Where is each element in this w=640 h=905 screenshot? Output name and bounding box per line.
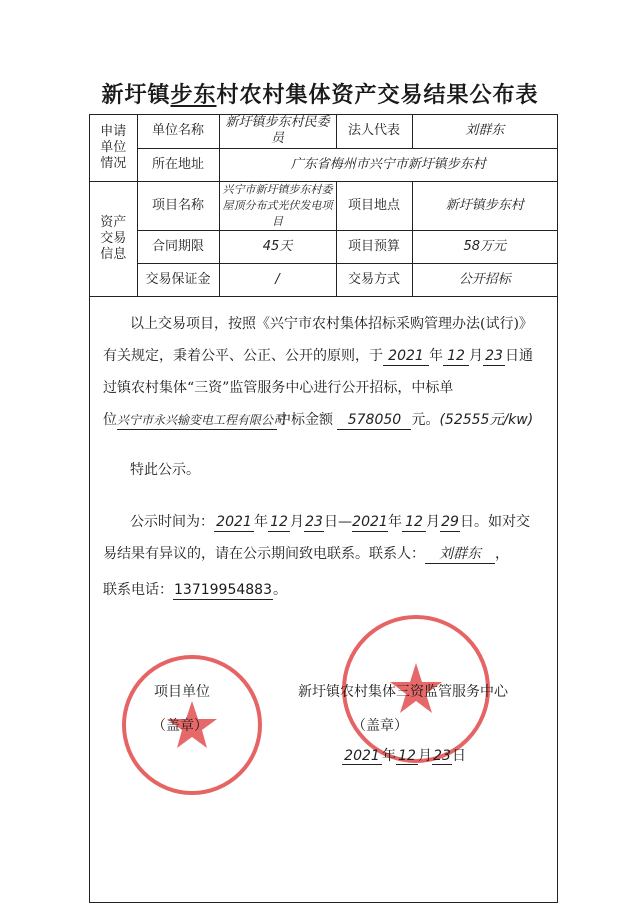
sign-date: 2021 年 12 月23日 xyxy=(342,745,466,765)
title-village: 步东 xyxy=(170,83,217,108)
period-line: 公示时间为： 2021 年 12 月23日—2021年 12 月29日。如对交 xyxy=(130,514,530,530)
legal-rep-value: 刘群东 xyxy=(412,115,557,148)
project-location-value: 新圩镇步东村 xyxy=(412,181,557,230)
paragraph-1-line-3: 过镇农村集体“三资”监管服务中心进行公开招标，中标单 xyxy=(103,380,454,396)
winner-name: 兴宁市永兴输变电工程有限公司 xyxy=(117,411,277,430)
method-value: 公开招标 xyxy=(412,263,557,296)
budget-label: 项目预算 xyxy=(336,230,412,263)
deposit-label: 交易保证金 xyxy=(137,263,219,296)
award-month: 12 xyxy=(443,347,469,366)
period-value: 45天 xyxy=(219,230,336,263)
period-label: 合同期限 xyxy=(137,230,219,263)
left-stamp-note: （盖章） xyxy=(152,718,208,734)
contact-name: 刘群东 xyxy=(425,545,495,564)
address-label: 所在地址 xyxy=(137,148,219,181)
project-name-value: 兴宁市新圩镇步东村委屋顶分布式光伏发电项目 xyxy=(219,181,336,230)
deposit-value: / xyxy=(219,263,336,296)
right-stamp-note: （盖章） xyxy=(352,718,408,734)
method-label: 交易方式 xyxy=(336,263,412,296)
award-amount: 578050 xyxy=(337,411,411,430)
asset-header: 资产交易信息 xyxy=(90,181,137,296)
objection-line: 易结果有异议的，请在公示期间致电联系。联系人： 刘群东 ， xyxy=(103,546,509,562)
unit-name-value: 新圩镇步东村民委员 xyxy=(219,115,336,148)
phone-line: 联系电话：13719954883。 xyxy=(103,582,287,598)
unit-price: (52555元/kw) xyxy=(439,412,534,428)
address-value: 广东省梅州市兴宁市新圩镇步东村 xyxy=(219,148,557,181)
legal-rep-label: 法人代表 xyxy=(336,115,412,148)
project-unit-label: 项目单位 xyxy=(154,684,210,700)
project-name-label: 项目名称 xyxy=(137,181,219,230)
award-day: 23 xyxy=(483,347,505,366)
result-form xyxy=(89,114,558,903)
paragraph-1-line-2: 有关规定，秉着公平、公正、公开的原则，于 2021 年 12 月 23 日通 xyxy=(103,348,533,364)
page-title: 新圩镇步东村农村集体资产交易结果公布表 xyxy=(101,83,539,108)
unit-name-label: 单位名称 xyxy=(137,115,219,148)
project-location-label: 项目地点 xyxy=(336,181,412,230)
contact-phone: 13719954883 xyxy=(174,582,272,598)
budget-value: 58万元 xyxy=(412,230,557,263)
applicant-header: 申请单位情况 xyxy=(90,115,137,181)
announce-text: 特此公示。 xyxy=(130,462,200,478)
center-name: 新圩镇农村集体三资监管服务中心 xyxy=(298,684,508,700)
paragraph-1-line-1: 以上交易项目，按照《兴宁市农村集体招标采购管理办法(试行)》 xyxy=(130,316,533,332)
award-year: 2021 xyxy=(383,347,429,366)
info-table xyxy=(90,115,557,297)
paragraph-1-line-4: 位兴宁市永兴输变电工程有限公司中标金额 578050 元。(52555元/kw) xyxy=(103,412,534,428)
